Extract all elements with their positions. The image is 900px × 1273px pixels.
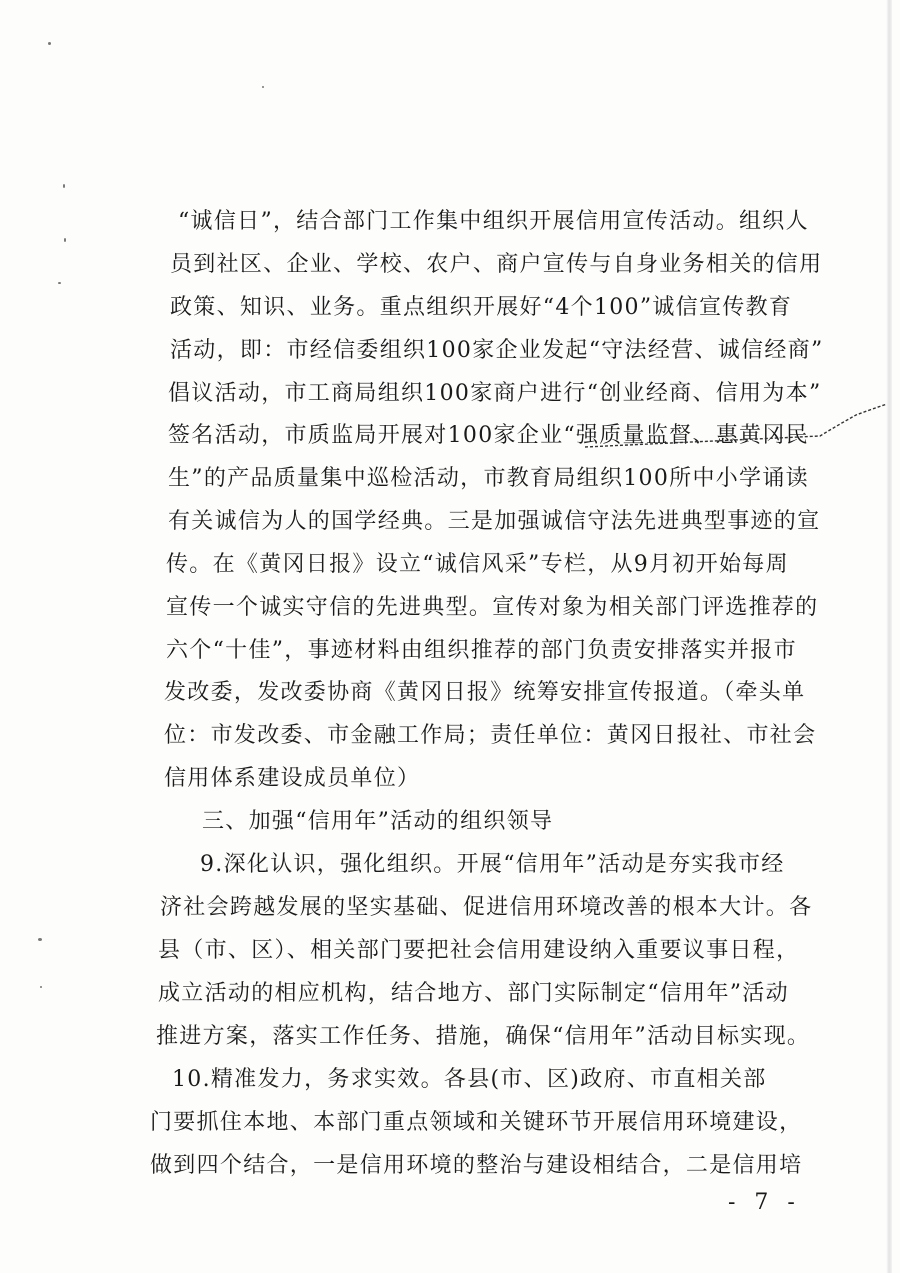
scan-edge-shadow	[886, 0, 892, 1273]
scan-speck	[40, 986, 42, 988]
text-line-10: 宣传一个诚实守信的先进典型。宣传对象为相关部门评选推荐的	[166, 595, 819, 620]
text-line-13: 位：市发改委、市金融工作局；责任单位：黄冈日报社、市社会	[164, 723, 817, 748]
text-line-6: 签名活动，市质监局开展对100家企业“强质量监督、惠黄冈民	[168, 423, 809, 448]
scan-speck	[58, 282, 61, 284]
scan-speck	[262, 86, 264, 88]
text-line-1: “诚信日”，结合部门工作集中组织开展信用宣传活动。组织人	[178, 209, 809, 234]
scan-speck	[64, 238, 66, 242]
text-line-23: 做到四个结合，一是信用环境的整治与建设相结合，二是信用培	[150, 1153, 803, 1178]
text-line-2: 员到社区、企业、学校、农户、商户宣传与自身业务相关的信用	[170, 252, 823, 277]
page-number: - 7 -	[728, 1190, 801, 1215]
text-line-11: 六个“十佳”，事迹材料由组织推荐的部门负责安排落实并报市	[166, 638, 797, 663]
text-line-17: 济社会跨越发展的坚实基础、促进信用环境改善的根本大计。各	[160, 895, 813, 920]
text-line-9: 传。在《黄冈日报》设立“诚信风采”专栏，从9月初开始每周	[166, 552, 789, 577]
text-line-19: 成立活动的相应机构，结合地方、部门实际制定“信用年”活动	[158, 981, 789, 1006]
text-line-20: 推进方案，落实工作任务、措施，确保“信用年”活动目标实现。	[156, 1024, 811, 1049]
text-line-21: 10.精准发力，务求实效。各县(市、区)政府、市直相关部	[172, 1067, 767, 1092]
text-line-16: 9.深化认识，强化组织。开展“信用年”活动是夯实我市经	[200, 852, 785, 877]
text-line-18: 县（市、区）、相关部门要把社会信用建设纳入重要议事日程，	[158, 938, 800, 963]
text-line-12: 发改委，发改委协商《黄冈日报》统筹安排宣传报道。（牵头单	[164, 680, 806, 705]
text-line-22: 门要抓住本地、本部门重点领域和关键环节开展信用环境建设，	[150, 1110, 803, 1135]
text-line-8: 有关诚信为人的国学经典。三是加强诚信守法先进典型事迹的宣	[168, 509, 821, 534]
text-line-7: 生”的产品质量集中巡检活动，市教育局组织100所中小学诵读	[168, 466, 809, 491]
text-line-5: 倡议活动，市工商局组织100家商户进行“创业经商、信用为本”	[168, 381, 822, 406]
text-line-3: 政策、知识、业务。重点组织开展好“4个100”诚信宣传教育	[170, 295, 793, 320]
scan-speck	[38, 938, 42, 941]
text-line-4: 活动，即：市经信委组织100家企业发起“守法经营、诚信经商”	[170, 338, 824, 363]
text-line-14: 信用体系建设成员单位）	[164, 766, 421, 791]
scan-speck	[48, 42, 51, 45]
scan-speck	[63, 184, 65, 188]
section-heading: 三、加强“信用年”活动的组织领导	[202, 809, 554, 834]
